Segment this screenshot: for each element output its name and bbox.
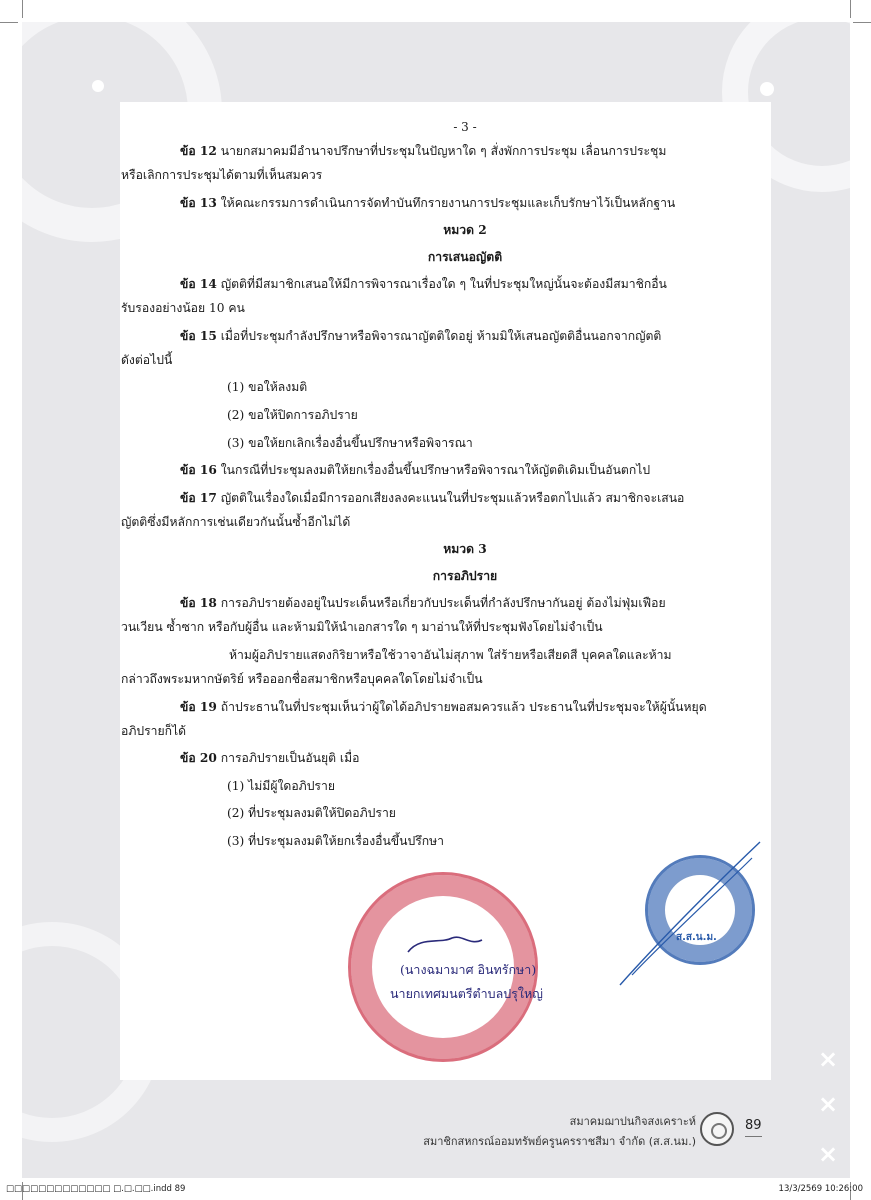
clause-text: ห้ามผู้อภิปรายแสดงกิริยาหรือใช้วาจาอันไม่สุภาพ ใส่ร้ายหรือเสียดสี บุคคลใดและห้าม	[229, 647, 672, 662]
clause-first-line	[175, 142, 755, 160]
signature-title: นายกเทศมนตรีตำบลปรุใหญ่	[390, 986, 543, 1001]
clause-text: ให้คณะกรรมการดำเนินการจัดทำบันทึกรายงานการประชุมและเก็บรักษาไว้เป็นหลักฐาน	[216, 195, 676, 210]
blue-seal-label: ส.ส.น.ม.	[676, 932, 717, 943]
clause-continuation: ดังต่อไปนี้	[121, 352, 173, 367]
section-heading: หมวด 3	[443, 542, 487, 557]
list-item: (3) ขอให้ยกเลิกเรื่องอื่นขึ้นปรึกษาหรือพิจารณา	[227, 435, 473, 450]
clause-first-line	[175, 646, 755, 664]
clause-paragraph	[121, 594, 755, 636]
clause-first-line	[175, 275, 755, 293]
section-heading: การเสนอญัตติ	[427, 250, 503, 265]
clause-paragraph	[121, 698, 755, 740]
document-body	[121, 118, 755, 860]
clause-paragraph	[175, 749, 755, 767]
decor-x-icon: ×	[818, 1140, 839, 1168]
clause-number: ข้อ 15	[180, 328, 217, 343]
clause-number: ข้อ 14	[180, 277, 217, 292]
print-slug-date: 13/3/2569 10:26:00	[778, 1184, 863, 1194]
decor-dot	[92, 80, 104, 92]
clause-text: ญัตติที่มีสมาชิกเสนอให้มีการพิจารณาเรื่องใด ๆ ในที่ประชุมใหญ่นั้นจะต้องมีสมาชิกอื่น	[216, 277, 667, 292]
clause-paragraph	[121, 142, 755, 184]
footer-cooperative-name: สมาชิกสหกรณ์ออมทรัพย์ครูนครราชสีมา จำกัด (ส.ส.นม.)	[423, 1135, 696, 1148]
decor-x-icon: ×	[818, 1045, 839, 1073]
clause-text: นายกสมาคมมีอำนาจปรึกษาที่ประชุมในปัญหาใด ๆ สั่งพักการประชุม เลื่อนการประชุม	[216, 144, 667, 158]
clause-continuation: รับรองอย่างน้อย 10 คน	[121, 301, 245, 316]
clause-paragraph	[121, 646, 755, 688]
clause-first-line	[175, 194, 755, 212]
clause-first-line	[175, 698, 755, 716]
clause-continuation: อภิปรายก็ได้	[121, 723, 187, 738]
clause-number: ข้อ 17	[180, 490, 217, 505]
clause-number: ข้อ 16	[180, 463, 217, 478]
decor-dot	[760, 82, 774, 96]
clause-text: การอภิปรายเป็นอันยุติ เมื่อ	[216, 751, 360, 766]
clause-first-line	[175, 327, 755, 345]
crop-mark	[850, 0, 851, 18]
clause-paragraph	[121, 275, 755, 317]
clause-paragraph	[121, 489, 755, 531]
list-item: (2) ขอให้ปิดการอภิปราย	[227, 407, 358, 422]
clause-first-line	[175, 489, 755, 507]
footer-page-number: 89	[745, 1118, 762, 1137]
decor-x-icon: ×	[818, 1090, 839, 1118]
clause-first-line	[175, 749, 755, 767]
footer-association-name: สมาคมฌาปนกิจสงเคราะห์	[569, 1115, 696, 1128]
crop-mark	[0, 22, 18, 23]
clause-number: ข้อ 20	[180, 751, 217, 766]
clause-first-line	[175, 461, 755, 479]
clause-continuation: หรือเลิกการประชุมได้ตามที่เห็นสมควร	[121, 168, 323, 182]
clause-continuation: กล่าวถึงพระมหากษัตริย์ หรือออกชื่อสมาชิกหรือบุคคลใดโดยไม่จำเป็น	[121, 671, 483, 686]
clause-paragraph	[175, 461, 755, 479]
list-item: (2) ที่ประชุมลงมติให้ปิดอภิปราย	[227, 806, 396, 821]
page-number-header: - 3 -	[453, 120, 477, 134]
section-heading: หมวด 2	[443, 223, 487, 238]
crop-mark	[22, 0, 23, 18]
clause-number: ข้อ 18	[180, 596, 217, 611]
clause-continuation: ญัตติซึ่งมีหลักการเช่นเดียวกันนั้นซ้ำอีกไม่ได้	[121, 514, 351, 529]
blue-seal-stamp	[645, 855, 755, 965]
list-item: (3) ที่ประชุมลงมติให้ยกเรื่องอื่นขึ้นปรึกษา	[227, 833, 445, 848]
clause-text: เมื่อที่ประชุมกำลังปรึกษาหรือพิจารณาญัตติใดอยู่ ห้ามมิให้เสนอญัตติอื่นนอกจากญัตติ	[216, 328, 662, 343]
list-item: (1) ไม่มีผู้ใดอภิปราย	[227, 778, 335, 793]
clause-paragraph	[121, 327, 755, 369]
clause-paragraph	[175, 194, 755, 212]
list-item: (1) ขอให้ลงมติ	[227, 380, 308, 395]
clause-first-line	[175, 594, 755, 612]
signature-name: (นางฉมามาศ อินทรักษา)	[400, 962, 537, 977]
clause-number: ข้อ 12	[180, 144, 217, 158]
clause-continuation: วนเวียน ซ้ำซาก หรือกับผู้อื่น และห้ามมิให้นำเอกสารใด ๆ มาอ่านให้ที่ประชุมฟังโดยไม่จำเป็น	[121, 620, 603, 635]
clause-number: ข้อ 19	[180, 699, 217, 714]
crop-mark	[853, 22, 871, 23]
association-logo-icon	[700, 1112, 734, 1146]
clause-text: ในกรณีที่ประชุมลงมติให้ยกเรื่องอื่นขึ้นปรึกษาหรือพิจารณาให้ญัตติเดิมเป็นอันตกไป	[216, 463, 651, 478]
clause-text: ถ้าประธานในที่ประชุมเห็นว่าผู้ใดได้อภิปรายพอสมควรแล้ว ประธานในที่ประชุมจะให้ผู้นั้นหยุด	[216, 699, 707, 714]
section-heading: การอภิปราย	[432, 569, 498, 584]
clause-number: ข้อ 13	[180, 195, 217, 210]
print-slug-file: □□□□□□□□□□□□□ □.□.□□.indd 89	[6, 1184, 186, 1194]
clause-text: การอภิปรายต้องอยู่ในประเด็นหรือเกี่ยวกับประเด็นที่กำลังปรึกษากันอยู่ ต้องไม่ฟุ่มเฟือย	[216, 596, 666, 611]
clause-text: ญัตติในเรื่องใดเมื่อมีการออกเสียงลงคะแนนในที่ประชุมแล้วหรือตกไปแล้ว สมาชิกจะเสนอ	[216, 490, 685, 505]
